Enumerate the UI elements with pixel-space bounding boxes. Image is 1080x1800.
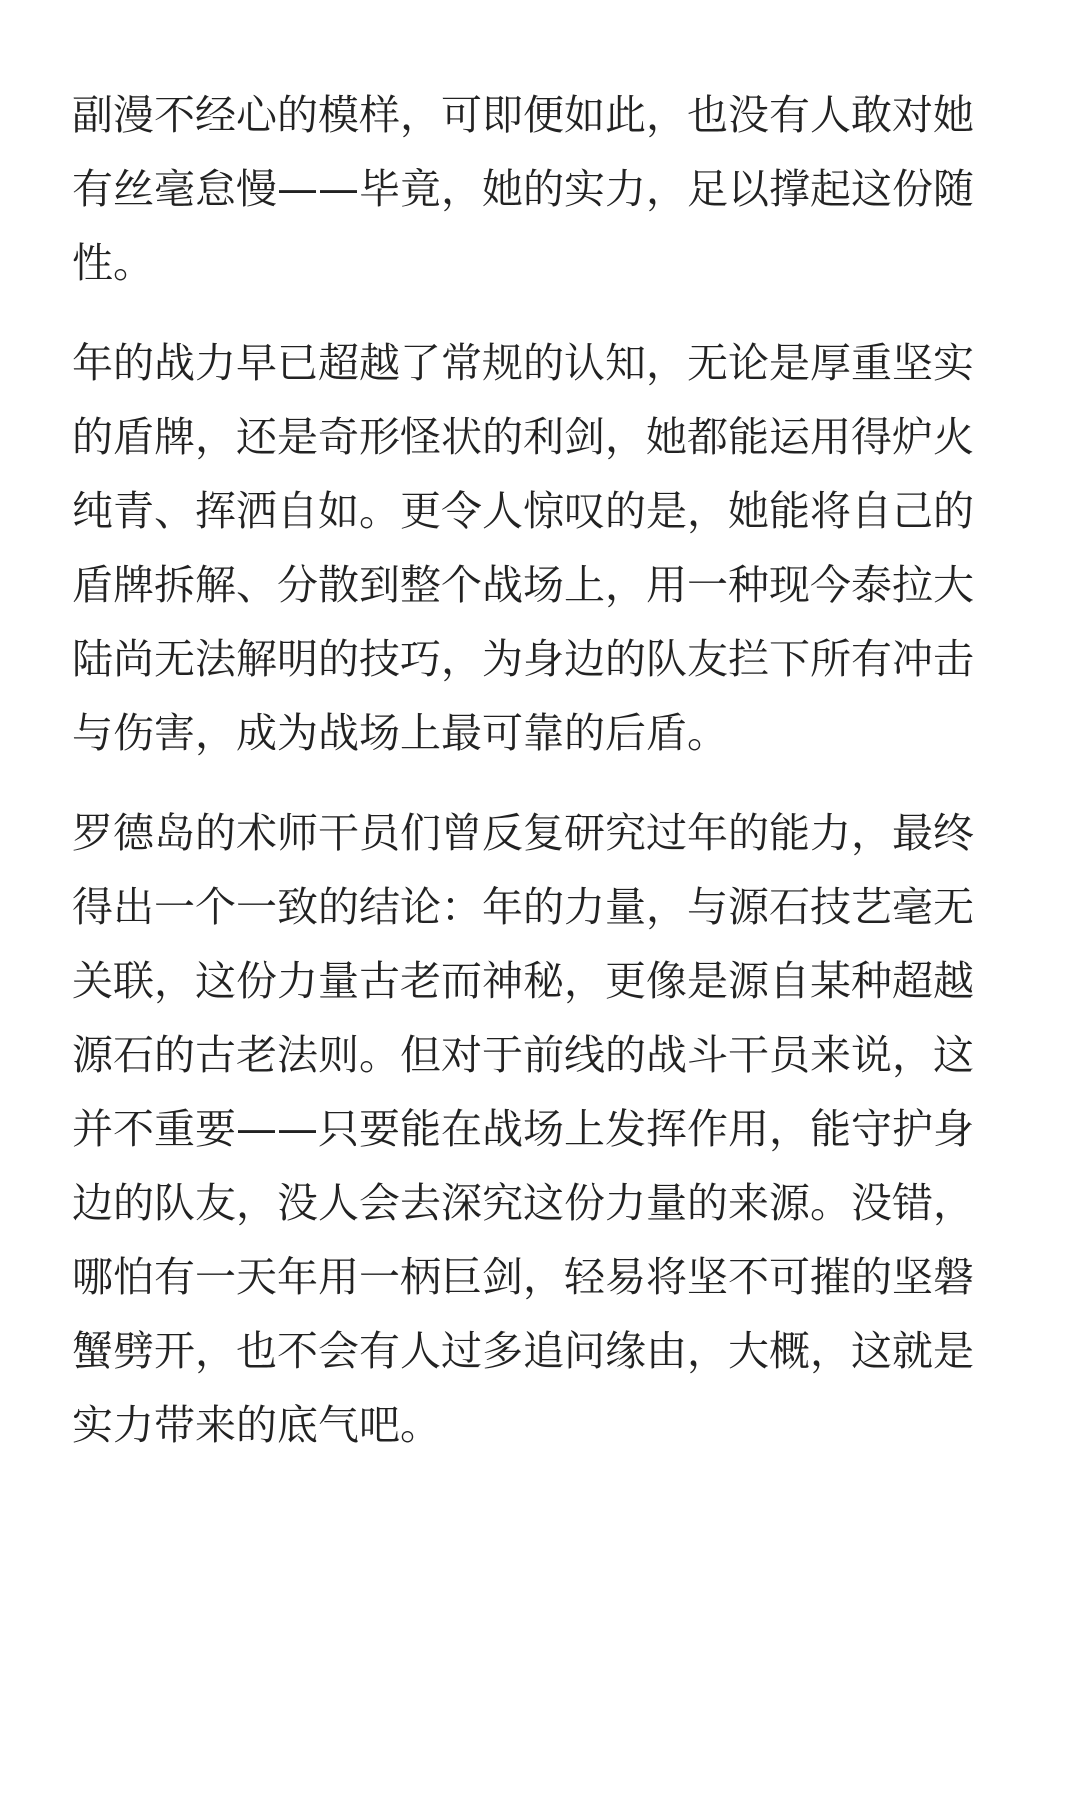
article-body — [72, 78, 1008, 1488]
paragraph-2 — [72, 326, 1008, 770]
text-line: 源石的古老法则。但对于前线的战斗干员来说，这 — [72, 1031, 974, 1079]
text-line: 蟹劈开，也不会有人过多追问缘由，大概，这就是 — [72, 1327, 974, 1375]
text-line: 得出一个一致的结论：年的力量，与源石技艺毫无 — [72, 883, 974, 931]
text-line: 盾牌拆解、分散到整个战场上，用一种现今泰拉大 — [72, 561, 974, 609]
text-line: 实力带来的底气吧。 — [72, 1401, 441, 1449]
text-line: 有丝毫怠慢——毕竟，她的实力，足以撑起这份随 — [72, 165, 974, 213]
paragraph-3 — [72, 796, 1008, 1462]
text-line: 副漫不经心的模样，可即便如此，也没有人敢对她 — [72, 91, 974, 139]
text-line: 并不重要——只要能在战场上发挥作用，能守护身 — [72, 1105, 974, 1153]
text-line: 年的战力早已超越了常规的认知，无论是厚重坚实 — [72, 339, 974, 387]
text-line: 陆尚无法解明的技巧，为身边的队友拦下所有冲击 — [72, 635, 974, 683]
text-line: 的盾牌，还是奇形怪状的利剑，她都能运用得炉火 — [72, 413, 974, 461]
text-line: 哪怕有一天年用一柄巨剑，轻易将坚不可摧的坚磐 — [72, 1253, 974, 1301]
paragraph-1 — [72, 78, 1008, 300]
text-line: 罗德岛的术师干员们曾反复研究过年的能力，最终 — [72, 809, 974, 857]
text-line: 关联，这份力量古老而神秘，更像是源自某种超越 — [72, 957, 974, 1005]
text-line: 性。 — [72, 239, 154, 287]
text-line: 与伤害，成为战场上最可靠的后盾。 — [72, 709, 728, 757]
text-line: 纯青、挥洒自如。更令人惊叹的是，她能将自己的 — [72, 487, 974, 535]
text-line: 边的队友，没人会去深究这份力量的来源。没错， — [72, 1179, 974, 1227]
